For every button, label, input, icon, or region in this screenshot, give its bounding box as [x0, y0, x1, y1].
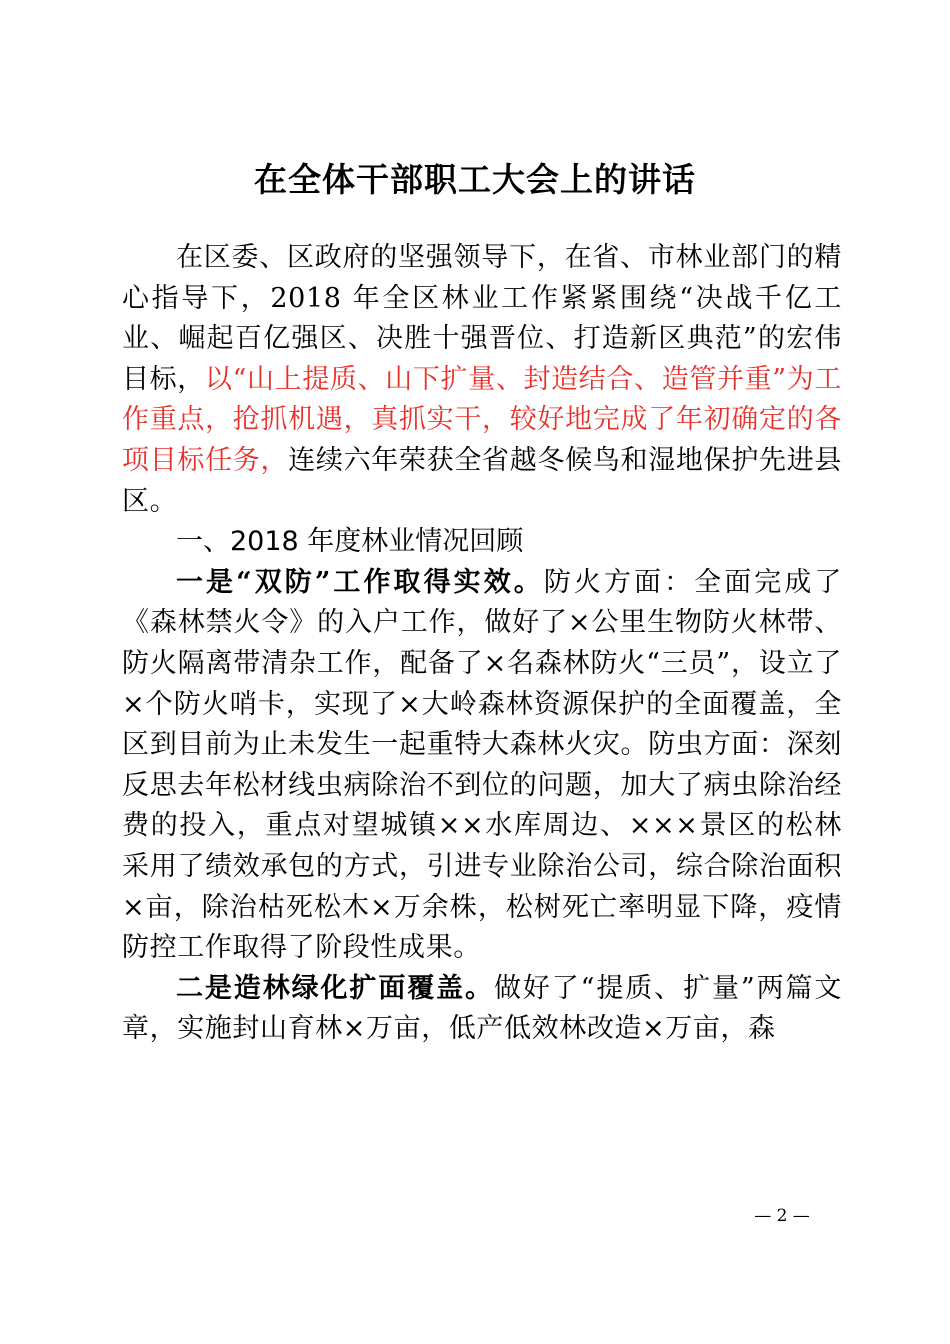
- highlighted-text: 以“山上提质、山下扩量、封造结合、造管并重”为工作重点，抢抓机遇，真抓实干，较好地完成了年初确定的各项目标任务，: [122, 363, 842, 476]
- paragraph-intro: [122, 238, 842, 522]
- document-body: [122, 238, 842, 1050]
- intro-text: 在区委、区政府的坚强领导下，在省、市林业部门的精心指导下，2018 年全区林业工作紧紧围绕“决战千亿工业、崛起百亿强区、决胜十强晋位、打造新区典范”的宏伟目标，: [122, 242, 842, 395]
- paragraph-lead: 二是造林绿化扩面覆盖。: [176, 972, 494, 1004]
- intro-outro-text: 连续六年荣获全省越冬候鸟和湿地保护先进县区。: [122, 444, 843, 517]
- page-number: — 2 —: [754, 1206, 810, 1226]
- document-title: 在全体干部职工大会上的讲话: [254, 160, 696, 199]
- paragraph-lead: 一是“双防”工作取得实效。: [176, 566, 544, 598]
- paragraph-afforestation: [122, 969, 842, 1050]
- paragraph-text: 防火方面：全面完成了《森林禁火令》的入户工作，做好了×公里生物防火林带、防火隔离带清杂工作，配备了×名森林防火“三员”，设立了×个防火哨卡，实现了×大岭森林资源保护的全面覆盖，全区到目前为止未发生一起重特大森林火灾。防虫方面：深刻反思去年松材线虫病除治不到位的问题，加大了病虫除治经费的投入，重点对望城镇××水库周边、×××景区的松林采用了绩效承包的方式，引进专业除治公司，综合除治面积×亩，除治枯死松木×万余株，松树死亡率明显下降，疫情防控工作取得了阶段性成果。: [122, 566, 842, 964]
- section-heading: 一、2018 年度林业情况回顾: [176, 526, 524, 558]
- paragraph-dual-prevention: [122, 563, 842, 969]
- paragraph-text: 做好了“提质、扩量”两篇文章，实施封山育林×万亩，低产低效林改造×万亩，森: [122, 972, 843, 1045]
